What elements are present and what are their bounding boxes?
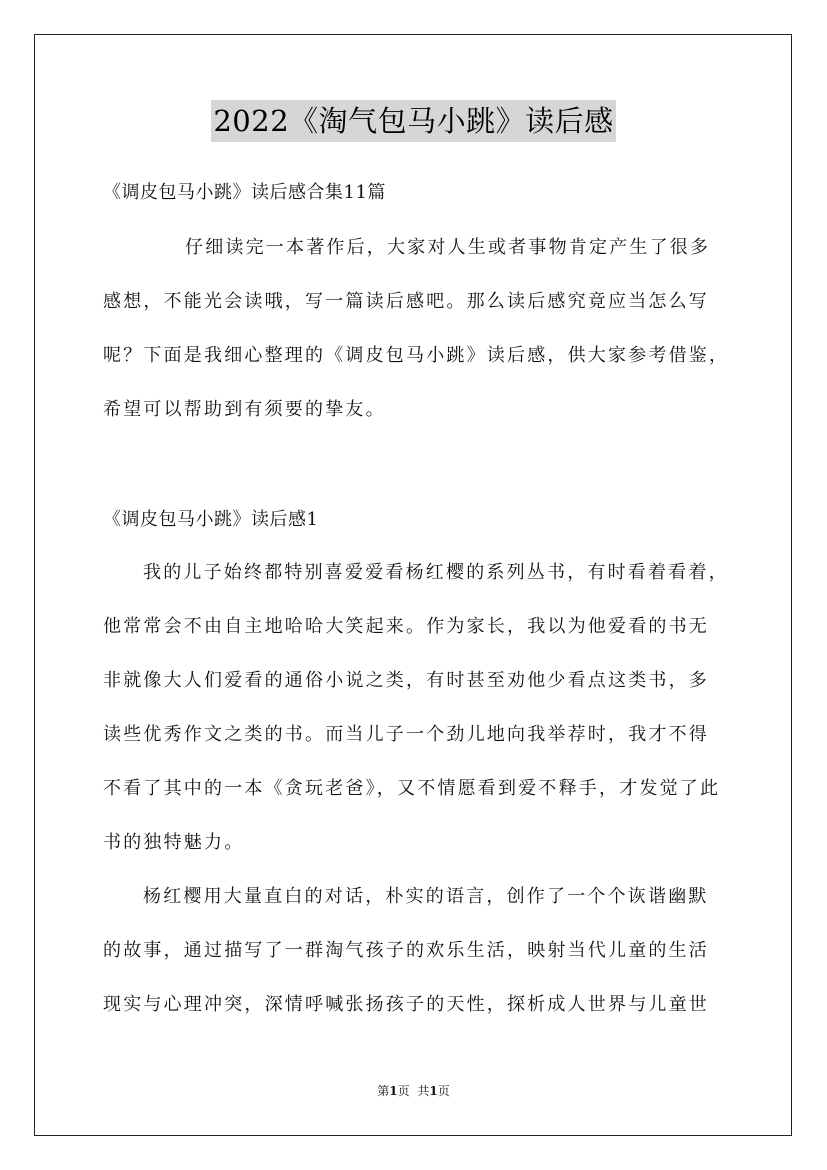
section-heading: 《调皮包马小跳》读后感1: [103, 509, 319, 530]
para1-line-3: 非就像大人们爱看的通俗小说之类，有时甚至劝他少看点这类书，多: [103, 670, 709, 691]
intro-line-4: 希望可以帮助到有须要的挚友。: [103, 399, 386, 420]
intro-line-1: 仔细读完一本著作后，大家对人生或者事物肯定产生了很多: [185, 237, 711, 258]
document-subtitle: 《调皮包马小跳》读后感合集11篇: [103, 182, 386, 203]
intro-line-3: 呢？下面是我细心整理的《调皮包马小跳》读后感，供大家参考借鉴，: [103, 345, 730, 366]
para1-line-5: 不看了其中的一本《贪玩老爸》，又不情愿看到爱不释手，才发觉了此: [103, 778, 721, 799]
para2-line-2: 的故事，通过描写了一群淘气孩子的欢乐生活，映射当代儿童的生活: [103, 940, 709, 961]
para1-line-2: 他常常会不由自主地哈哈大笑起来。作为家长，我以为他爱看的书无: [103, 616, 709, 637]
para1-line-4: 读些优秀作文之类的书。而当儿子一个劲儿地向我举荐时，我才不得: [103, 724, 709, 745]
footer-page-suffix: 页: [397, 1084, 410, 1098]
para1-line-6: 书的独特魅力。: [103, 832, 245, 853]
title-container: [0, 100, 827, 142]
document-title: 2022《淘气包马小跳》读后感: [211, 100, 615, 142]
para2-line-3: 现实与心理冲突，深情呼喊张扬孩子的天性，探析成人世界与儿童世: [103, 994, 709, 1015]
page-footer: [0, 1082, 827, 1099]
footer-page-number: 1: [389, 1084, 398, 1098]
footer-total-pages: 1: [429, 1084, 438, 1098]
footer-total-prefix: 共: [417, 1084, 430, 1098]
intro-line-2: 感想，不能光会读哦，写一篇读后感吧。那么读后感究竟应当怎么写: [103, 291, 709, 312]
footer-total-suffix: 页: [437, 1084, 450, 1098]
footer-page-prefix: 第: [377, 1084, 390, 1098]
para2-line-1: 杨红樱用大量直白的对话，朴实的语言，创作了一个个诙谐幽默: [143, 886, 709, 907]
para1-line-1: 我的儿子始终都特别喜爱爱看杨红樱的系列丛书，有时看着看着，: [143, 562, 729, 583]
